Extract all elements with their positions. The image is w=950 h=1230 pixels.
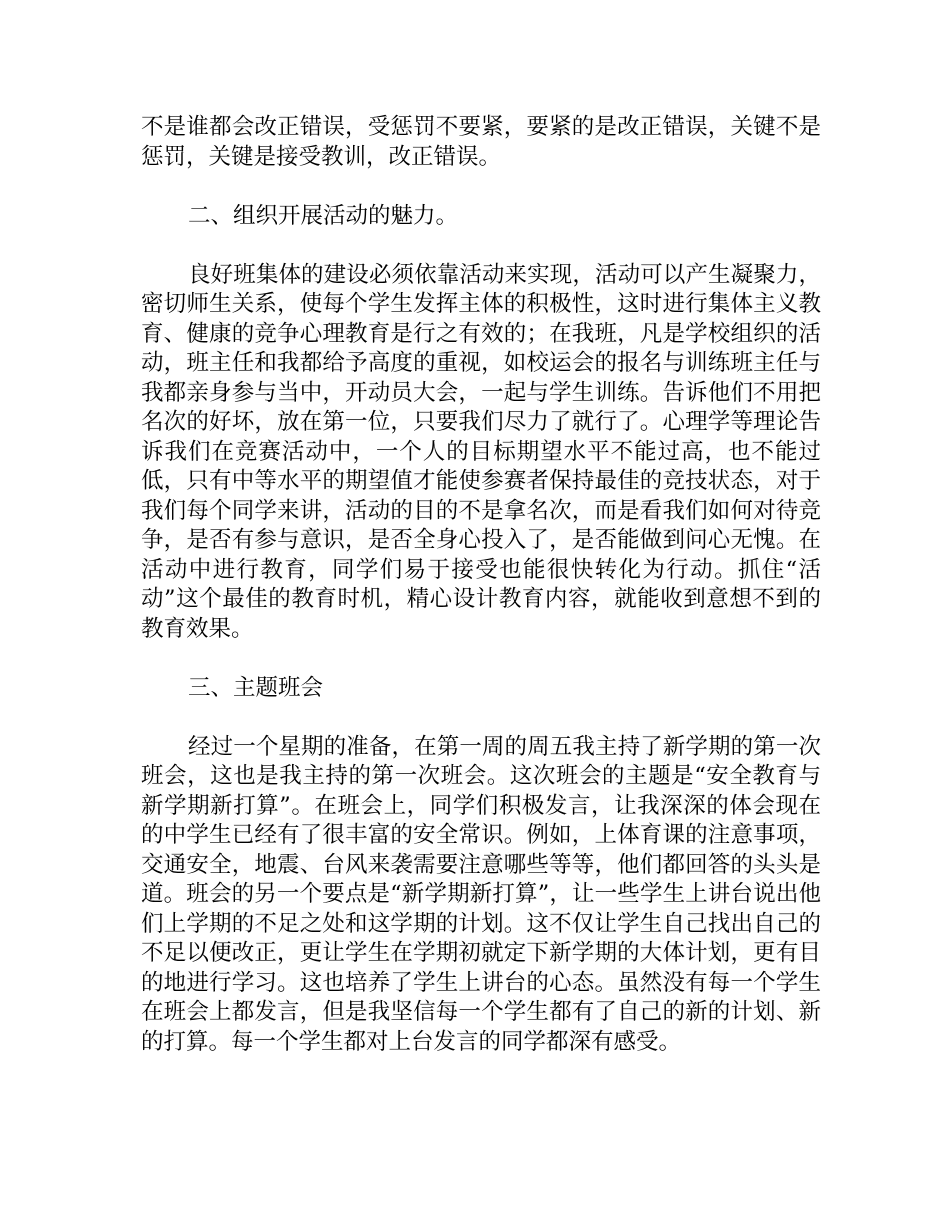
paragraph-activities: 良好班集体的建设必须依靠活动来实现，活动可以产生凝聚力，密切师生关系，使每个学生发挥主体的积极性，这时进行集体主义教育、健康的竞争心理教育是行之有效的；在我班，凡是学校组织的活动，班主任和我都给予高度的重视，如校运会的报名与训练班主任与我都亲身参与当中，开动员大会，一起与学生训练。告诉他们不用把名次的好坏，放在第一位，只要我们尽力了就行了。心理学等理论告诉我们在竞赛活动中，一个人的目标期望水平不能过高，也不能过低，只有中等水平的期望值才能使参赛者保持最佳的竞技状态，对于我们每个同学来讲，活动的目的不是拿名次，而是看我们如何对待竞争，是否有参与意识，是否全身心投入了，是否能做到问心无愧。在活动中进行教育，同学们易于接受也能很快转化为行动。抓住“活动”这个最佳的教育时机，精心设计教育内容，就能收到意想不到的教育效果。	[141, 261, 821, 642]
paragraph-class-meeting: 经过一个星期的准备，在第一周的周五我主持了新学期的第一次班会，这也是我主持的第一次班会。这次班会的主题是“安全教育与新学期新打算”。在班会上，同学们积极发言，让我深深的体会现在的中学生已经有了很丰富的安全常识。例如，上体育课的注意事项，交通安全，地震、台风来袭需要注意哪些等等，他们都回答的头头是道。班会的另一个要点是“新学期新打算”，让一些学生上讲台说出他们上学期的不足之处和这学期的计划。这不仅让学生自己找出自己的不足以便改正，更让学生在学期初就定下新学期的大体计划，更有目的地进行学习。这也培养了学生上讲台的心态。虽然没有每一个学生在班会上都发言，但是我坚信每一个学生都有了自己的新的计划、新的打算。每一个学生都对上台发言的同学都深有感受。	[141, 733, 821, 1055]
document-body	[141, 113, 821, 1087]
section-heading-class-meeting: 三、主题班会	[188, 674, 324, 701]
paragraph-continuation: 不是谁都会改正错误，受惩罚不要紧，要紧的是改正错误，关键不是惩罚，关键是接受教训，改正错误。	[141, 114, 821, 170]
section-heading-activities: 二、组织开展活动的魅力。	[188, 202, 459, 229]
